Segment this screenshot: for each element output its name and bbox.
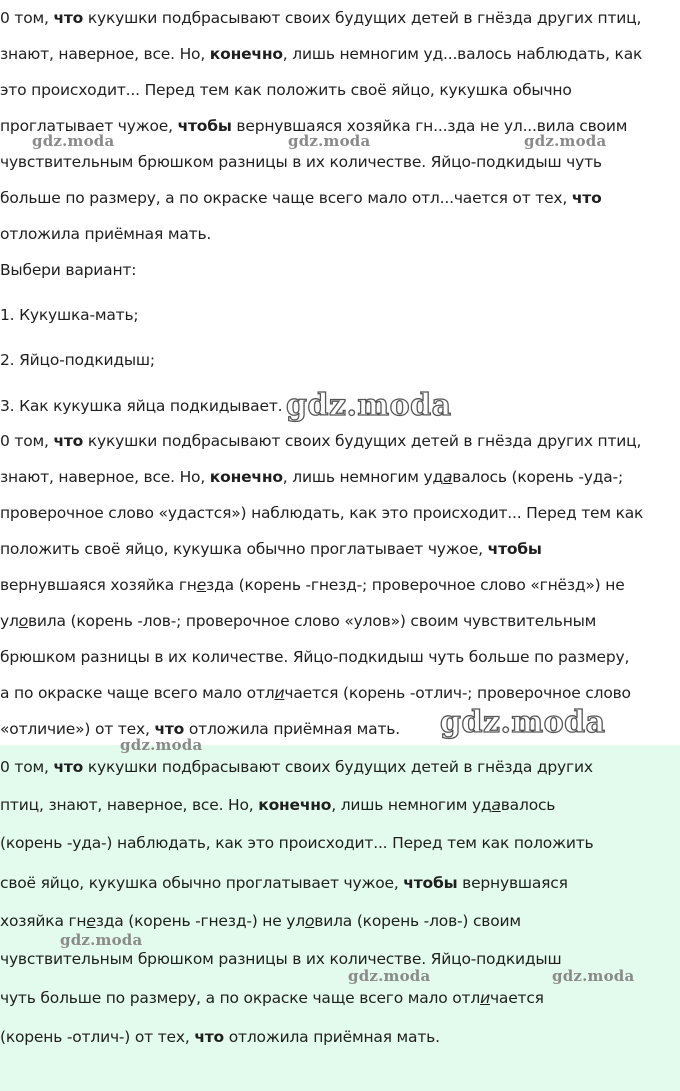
answer-line-5: хозяйка гнезда (корень -гнезд-) не уловила (корень -лов-) своим bbox=[0, 912, 521, 930]
inserted-letter: е bbox=[86, 912, 96, 930]
watermark-big: gdz.moda bbox=[286, 388, 452, 423]
solution-line-9: «отличие») от тех, что отложила приёмная мать. bbox=[0, 720, 400, 738]
solution-line-3: проверочное слово «удастся») наблюдать, как это происходит... Перед тем как bbox=[0, 504, 644, 522]
option-3: 3. Как кукушка яйца подкидывает. bbox=[0, 397, 283, 415]
solution-line-7: брюшком разницы в их количестве. Яйцо-подкидыш чуть больше по размеру, bbox=[0, 648, 630, 666]
inserted-letter: а bbox=[491, 796, 501, 814]
inserted-letter: о bbox=[304, 912, 315, 930]
task-line-6: больше по размеру, а по окраске чаще всего мало отл...чается от тех, что bbox=[0, 189, 602, 207]
solution-line-2: знают, наверное, все. Но, конечно, лишь немногим удавалось (корень -уда-; bbox=[0, 468, 623, 486]
inserted-letter: и bbox=[274, 684, 285, 702]
answer-line-6: чувствительным брюшком разницы в их количестве. Яйцо-подкидыш bbox=[0, 950, 562, 968]
option-2: 2. Яйцо-подкидыш; bbox=[0, 351, 155, 369]
watermark-small: gdz.moda bbox=[552, 967, 635, 985]
watermark-small: gdz.moda bbox=[524, 132, 607, 150]
option-1: 1. Кукушка-мать; bbox=[0, 306, 139, 324]
task-line-7: отложила приёмная мать. bbox=[0, 225, 212, 243]
answer-line-3: (корень -уда-) наблюдать, как это происходит... Перед тем как положить bbox=[0, 834, 594, 852]
answer-line-4: своё яйцо, кукушка обычно проглатывает чужое, чтобы вернувшаяся bbox=[0, 874, 568, 892]
watermark-small: gdz.moda bbox=[32, 132, 115, 150]
task-line-1: 0 том, что кукушки подбрасывают своих будущих детей в гнёзда других птиц, bbox=[0, 9, 642, 27]
answer-line-2: птиц, знают, наверное, все. Но, конечно, лишь немногим удавалось bbox=[0, 796, 556, 814]
task-prompt: Выбери вариант: bbox=[0, 261, 137, 279]
task-line-4: проглатывает чужое, чтобы вернувшаяся хозяйка гн...зда не ул...вила своим bbox=[0, 117, 628, 135]
watermark-small: gdz.moda bbox=[348, 967, 431, 985]
answer-line-7: чуть больше по размеру, а по окраске чаще всего мало отличается bbox=[0, 989, 544, 1007]
solution-line-6: уловила (корень -лов-; проверочное слово «улов») своим чувствительным bbox=[0, 612, 597, 630]
watermark-small: gdz.moda bbox=[120, 736, 203, 754]
watermark-small: gdz.moda bbox=[288, 132, 371, 150]
task-line-5: чувствительным брюшком разницы в их количестве. Яйцо-подкидыш чуть bbox=[0, 153, 602, 171]
inserted-letter: о bbox=[18, 612, 28, 630]
task-line-2: знают, наверное, все. Но, конечно, лишь немногим уд...валось наблюдать, как bbox=[0, 45, 643, 63]
answer-line-8: (корень -отлич-) от тех, что отложила приёмная мать. bbox=[0, 1028, 440, 1046]
watermark-big: gdz.moda bbox=[440, 705, 606, 740]
answer-line-1: 0 том, что кукушки подбрасывают своих будущих детей в гнёзда других bbox=[0, 758, 593, 776]
task-line-3: это происходит... Перед тем как положить своё яйцо, кукушка обычно bbox=[0, 81, 572, 99]
inserted-letter: е bbox=[196, 576, 207, 594]
watermark-small: gdz.moda bbox=[60, 931, 143, 949]
solution-line-8: а по окраске чаще всего мало отличается (корень -отлич-; проверочное слово bbox=[0, 684, 631, 702]
solution-line-5: вернувшаяся хозяйка гнезда (корень -гнезд-; проверочное слово «гнёзд») не bbox=[0, 576, 625, 594]
solution-line-1: 0 том, что кукушки подбрасывают своих будущих детей в гнёзда других птиц, bbox=[0, 432, 642, 450]
inserted-letter: а bbox=[442, 468, 453, 486]
solution-line-4: положить своё яйцо, кукушка обычно проглатывает чужое, чтобы bbox=[0, 540, 542, 558]
inserted-letter: и bbox=[480, 989, 490, 1007]
